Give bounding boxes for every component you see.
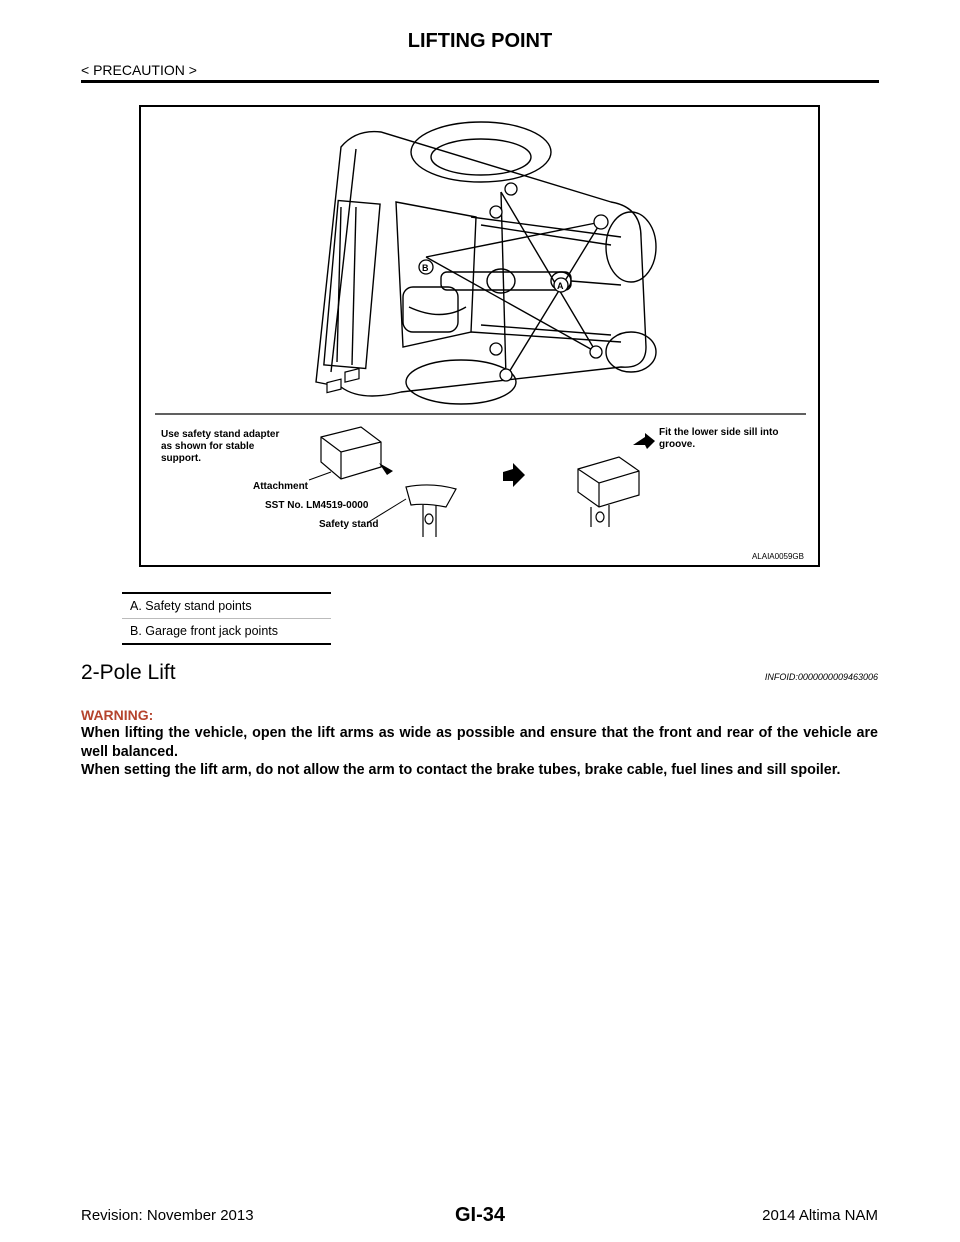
- warning-label: WARNING:: [81, 707, 154, 723]
- info-id: INFOID:0000000009463006: [764, 672, 878, 682]
- header-rule: [81, 80, 879, 83]
- legend-item: A. Safety stand points: [130, 599, 252, 613]
- warning-line: When lifting the vehicle, open the lift arms as wide as possible and ensure that the front and rear of the vehicle are well balanced.: [81, 725, 878, 760]
- warning-text: [81, 724, 878, 780]
- footer-page-number: GI-34: [454, 1204, 506, 1226]
- legend-table: [122, 592, 331, 645]
- footer-model: 2014 Altima NAM: [762, 1207, 878, 1224]
- safety-stand-label: Safety stand: [319, 519, 379, 530]
- attachment-label: Attachment: [253, 481, 309, 492]
- page-title: LIFTING POINT: [407, 30, 553, 52]
- legend-item: B. Garage front jack points: [122, 618, 331, 643]
- warning-line: When setting the lift arm, do not allow the arm to contact the brake tubes, brake cable, fuel lines and sill spoiler.: [81, 762, 841, 778]
- vehicle-underside-illustration: [141, 107, 818, 565]
- breadcrumb: < PRECAUTION >: [81, 62, 197, 78]
- fit-sill-note: Fit the lower side sill into groove.: [659, 427, 779, 450]
- footer-revision: Revision: November 2013: [81, 1207, 254, 1224]
- callout-b: B: [422, 263, 429, 273]
- use-adapter-note: Use safety stand adapter as shown for stable support.: [161, 429, 280, 464]
- figure-id: ALAIA0059GB: [751, 552, 804, 561]
- callout-a: A: [557, 281, 564, 291]
- lifting-point-figure: [139, 105, 820, 567]
- sst-number-label: SST No. LM4519-0000: [265, 500, 369, 511]
- section-heading: 2-Pole Lift: [81, 661, 176, 684]
